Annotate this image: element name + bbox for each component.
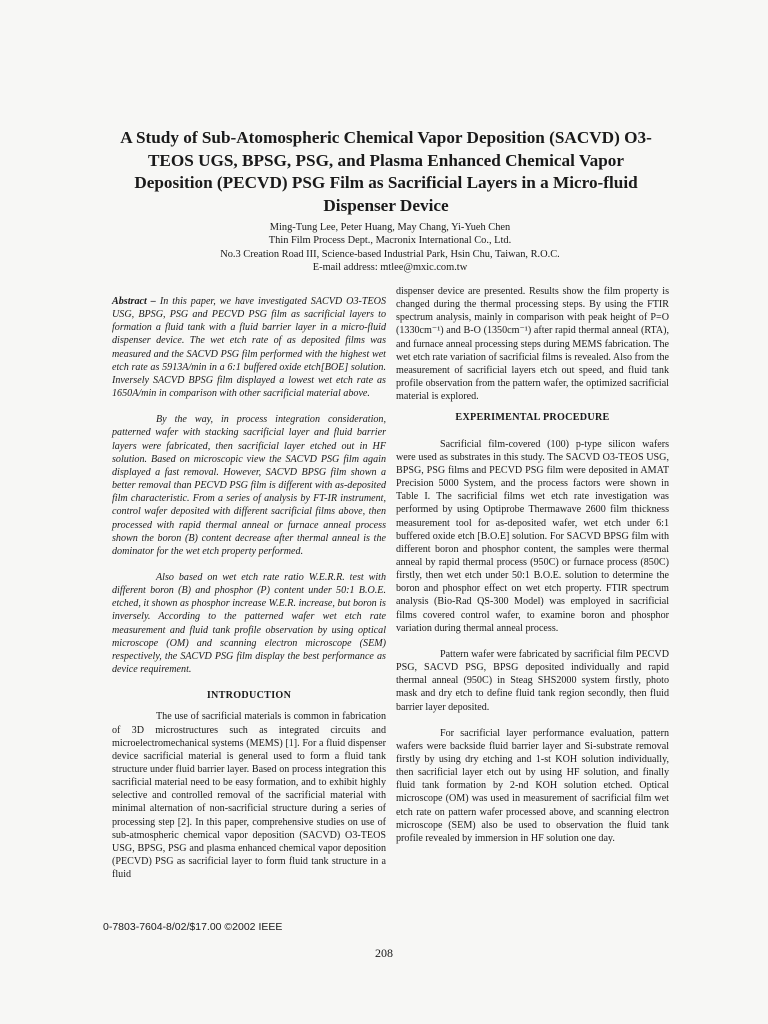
title-line: Dispenser Device	[323, 195, 449, 215]
left-column	[112, 295, 386, 881]
abstract-paragraph	[112, 295, 386, 400]
paper-title	[100, 127, 672, 217]
body-paragraph: For sacrificial layer performance evaluation, pattern wafers were backside fluid barrier layer and Si-substrate removal firstly by using dry etching and 1-st KOH solution individually, then sacrificial layer etch out by using HF solution, and finally fluid tank formation by 2-nd KOH solution etched. Optical microscope (OM) was used in measurement of sacrificial film wet etch rate on pattern wafer processed above, and scanning electron microscope (SEM) also be used to observation the fluid tank profile revealed by immersion in HF solution one day.	[396, 727, 669, 844]
title-line: TEOS UGS, BPSG, PSG, and Plasma Enhanced Chemical Vapor	[147, 150, 625, 170]
body-paragraph: Sacrificial film-covered (100) p-type silicon wafers were used as substrates in this study. The SACVD O3-TEOS USG, BPSG, PSG films and PECVD PSG film were deposited in AMAT Precision 5000 System, and the process factors were shown in Table I. The sacrificial films wet etch rate investigation was performed by using Optiprobe Thermawave 2600 film thickness measurement tool for as-deposited wafer, wet etch under 6:1 buffered oxide etch [B.O.E] solution. For SACVD BPSG film with different boron and phosphor content, the samples were thermal anneal by rapid thermal process (950C) or furnace process (850C) firstly, then wet etch under 50:1 B.O.E. solution to determine the boron and phosphor effect on wet etch property. FTIR spectrum analysis (Bio-Rad QS-300 Model) was employed in sacrificial films covered control wafer, to examine boron and phosphor variation during thermal anneal process.	[396, 438, 669, 634]
experimental-heading: EXPERIMENTAL PROCEDURE	[455, 412, 610, 424]
page-number: 208	[375, 946, 393, 960]
right-column	[396, 285, 669, 845]
title-line: Deposition (PECVD) PSG Film as Sacrificial Layers in a Micro-fluid	[134, 173, 638, 192]
abstract-paragraph: By the way, in process integration consideration, patterned wafer with stacking sacrificial layer and fluid barrier layers were fabricated, then sacrificial layer etched out in HF solution. Based on microscopic view the SACVD PSG film again displayed a fast removal. However, SACVD BPSG film shown a better removal than PECVD PSG film is different with as-deposited film characteristic. From a series of analysis by FT-IR instrument, control wafer deposited with different sacrificial films above, then processed with rapid thermal anneal or furnace anneal process shown the boron (B) content decrease after thermal anneal is the dominator for the wet etch property performed.	[112, 414, 386, 557]
author-block	[150, 221, 630, 274]
author-department: Thin Film Process Dept., Macronix International Co., Ltd.	[268, 235, 512, 247]
abstract-paragraph: Also based on wet etch rate ratio W.E.R.R. test with different boron (B) and phosphor (P) content under 50:1 B.O.E. etched, it shown as phosphor increase W.E.R. increase, but boron is inversely. According to the patterned wafer wet etch rate measurement and fluid tank profile observation by using optical microscope (OM) and scanning electron microscope (SEM) respectively, the SACVD PSG film display the best performance as device requirement.	[112, 571, 386, 676]
introduction-paragraph: The use of sacrificial materials is common in fabrication of 3D microstructures such as integrated circuits and microelectromechanical systems (MEMS) [1]. For a fluid dispenser device sacrificial material is general used to form a fluid tank structure under fluid barrier layer. Based on process integration this sacrificial material need to be easy formation, and to exhibit highly selective and controlled removal of the sacrificial material with minimal alternation of non-sacrificial structure during a series of processing step [2]. In this paper, comprehensive studies on use of sub-atmospheric chemical vapor deposition (SACVD) O3-TEOS USG, BPSG, PSG and plasma enhanced chemical vapor deposition (PECVD) PSG as sacrificial layer to form fluid tank structure in a fluid	[112, 711, 386, 881]
body-paragraph: Pattern wafer were fabricated by sacrificial film PECVD PSG, SACVD PSG, BPSG deposited individually and rapid thermal anneal (950C) in Steag SHS2000 system firstly, photo mask and dry etch to define fluid tank region secondly, then fluid barrier layer deposited.	[396, 648, 669, 713]
body-paragraph: dispenser device are presented. Results show the film property is changed during the thermal processing steps. By using the FTIR spectrum analysis, mainly in comparison with peak height of P=O (1330cm⁻¹) and B-O (1350cm⁻¹) after rapid thermal anneal (RTA), and furnace anneal processing steps during MEMS fabrication. The wet etch rate variation of sacrificial films is revealed. Also from the measurement of sacrificial layers etch out speed, and fluid tank profile observation from the pattern wafer, the optimized sacrificial material is explored.	[396, 286, 669, 403]
author-address: No.3 Creation Road III, Science-based Industrial Park, Hsin Chu, Taiwan, R.O.C.	[220, 248, 560, 260]
author-email: E-mail address: mtlee@mxic.com.tw	[312, 261, 468, 273]
title-line: A Study of Sub-Atomospheric Chemical Vapor Deposition (SACVD) O3-	[120, 128, 652, 147]
introduction-heading: INTRODUCTION	[206, 690, 292, 702]
abstract-label: Abstract –	[112, 296, 156, 307]
abstract-text: In this paper, we have investigated SACVD O3-TEOS USG, BPSG, PSG and PECVD PSG film as sacrificial layers to formation a fluid tank with a fluid barrier layer in a micro-fluid dispenser device. The wet etch rate of as deposited films was measured and the SACVD PSG film performed with the highest wet etch rate as 5913A/min in a 6:1 buffered oxide etch[BOE] solution. Inversely SACVD BPSG film displayed a lowest wet etch rate as 1650A/min in comparison with other sacrificial material above.	[112, 296, 386, 400]
author-names: Ming-Tung Lee, Peter Huang, May Chang, Yi-Yueh Chen	[269, 222, 511, 233]
copyright-notice: 0-7803-7604-8/02/$17.00 ©2002 IEEE	[103, 921, 283, 933]
